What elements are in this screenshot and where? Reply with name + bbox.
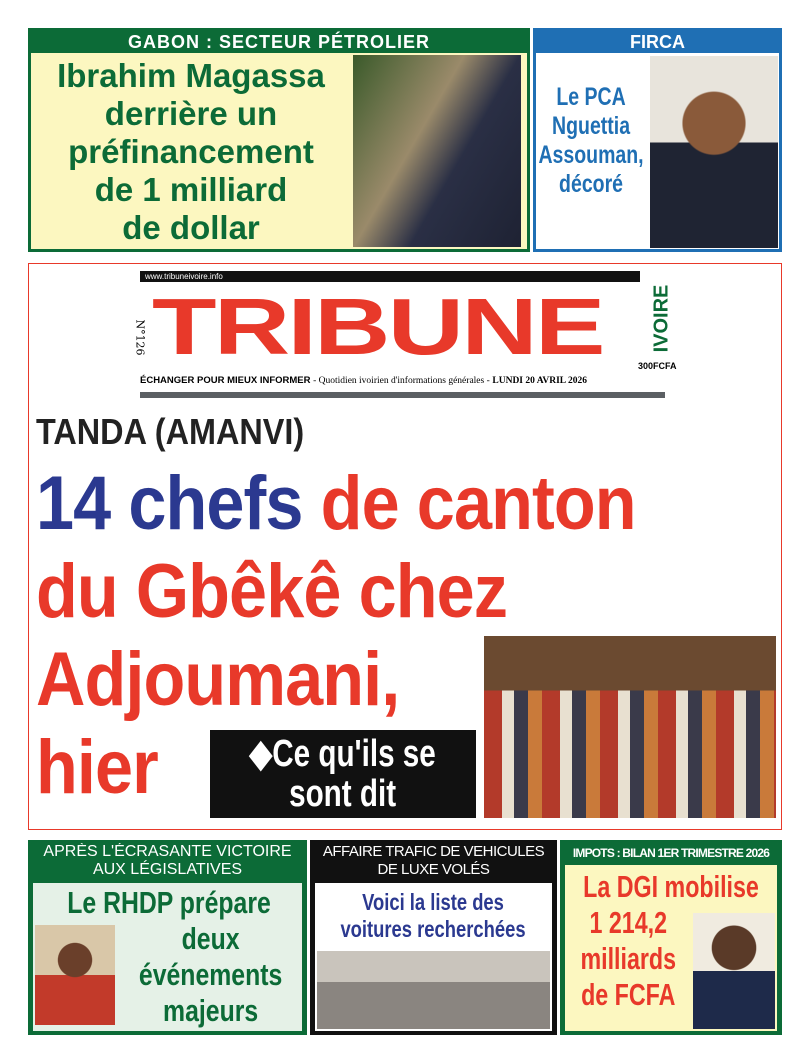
headline-line: hier [36, 725, 158, 810]
sub-headline [210, 730, 476, 818]
headline-line: Nguettia [552, 112, 631, 140]
headline-line: derrière un [104, 95, 278, 132]
masthead [133, 271, 677, 399]
description: - Quotidien ivoirien d'informations générales - [313, 376, 490, 386]
kicker-line: AUX LÉGISLATIVES [92, 861, 243, 878]
divider [140, 392, 665, 398]
headline [566, 869, 776, 1013]
tagline [140, 374, 587, 388]
sub-line: sont dit [289, 773, 397, 815]
story-firca[interactable] [533, 28, 782, 252]
kicker: IMPOTS : BILAN 1ER TRIMESTRE 2026 [572, 846, 770, 860]
headline-line: de 1 milliard [94, 171, 288, 208]
story-vehicles[interactable] [310, 840, 557, 1035]
logo-subtitle: IVOIRE [650, 284, 673, 353]
headline [31, 57, 351, 247]
headline-line: milliards [580, 941, 677, 976]
headline-line: Adjoumani, [36, 637, 400, 722]
photo-portrait [650, 56, 778, 248]
headline-line: Le RHDP prépare [67, 885, 271, 920]
issue-number: N°126 [133, 319, 147, 356]
date: LUNDI 20 AVRIL 2026 [492, 376, 587, 386]
photo-chiefs [484, 636, 776, 818]
headline-line: décoré [559, 170, 624, 198]
logo-title: TRIBUNE [152, 282, 603, 371]
sub-line: ◆Ce qu'ils se [249, 733, 436, 775]
kicker: GABON : SECTEUR PÉTROLIER [31, 31, 527, 53]
headline-line: Voici la liste des [362, 889, 504, 915]
headline [538, 83, 644, 199]
headline-line: Ibrahim Magassa [57, 57, 325, 94]
headline-line: 1 214,2 [589, 905, 668, 940]
headline-line: voitures recherchées [340, 916, 526, 942]
photo-car [317, 951, 550, 1029]
headline-line: Le PCA [556, 83, 626, 111]
headline-line: de dollar [122, 209, 260, 246]
headline-line: Assouman, [538, 141, 644, 169]
story-body [315, 883, 552, 1031]
headline-blue: 14 chefs [36, 461, 303, 546]
kicker-line: DE LUXE VOLÉS [377, 861, 490, 878]
kicker [31, 843, 304, 879]
main-kicker: TANDA (AMANVI) [36, 411, 305, 452]
story-body [33, 883, 302, 1031]
headline-line [36, 460, 636, 548]
headline-line: préfinancement [68, 133, 314, 170]
website[interactable]: www.tribuneivoire.info [140, 271, 640, 282]
headline [37, 885, 301, 1029]
kicker-line: APRÈS L'ÉCRASANTE VICTOIRE [43, 843, 292, 860]
headline [317, 889, 549, 943]
headline-red: de canton [320, 461, 636, 546]
story-gabon[interactable] [28, 28, 530, 252]
kicker [313, 843, 554, 879]
headline-line: deux [181, 921, 240, 956]
headline-line: du Gbêkê chez [36, 549, 508, 634]
sub-text [210, 734, 475, 814]
headline-line: événements [138, 957, 283, 992]
motto: ÉCHANGER POUR MIEUX INFORMER [140, 375, 311, 386]
headline-line: La DGI mobilise [583, 869, 759, 904]
headline-line: de FCFA [581, 977, 676, 1012]
price: 300FCFA [638, 361, 677, 371]
photo-decoration [353, 55, 521, 247]
headline-line: majeurs [163, 993, 259, 1028]
story-body [565, 865, 777, 1031]
kicker: FIRCA [536, 31, 779, 53]
kicker-line: AFFAIRE TRAFIC DE VEHICULES [322, 843, 545, 860]
story-dgi[interactable] [560, 840, 782, 1035]
story-rhdp[interactable] [28, 840, 307, 1035]
